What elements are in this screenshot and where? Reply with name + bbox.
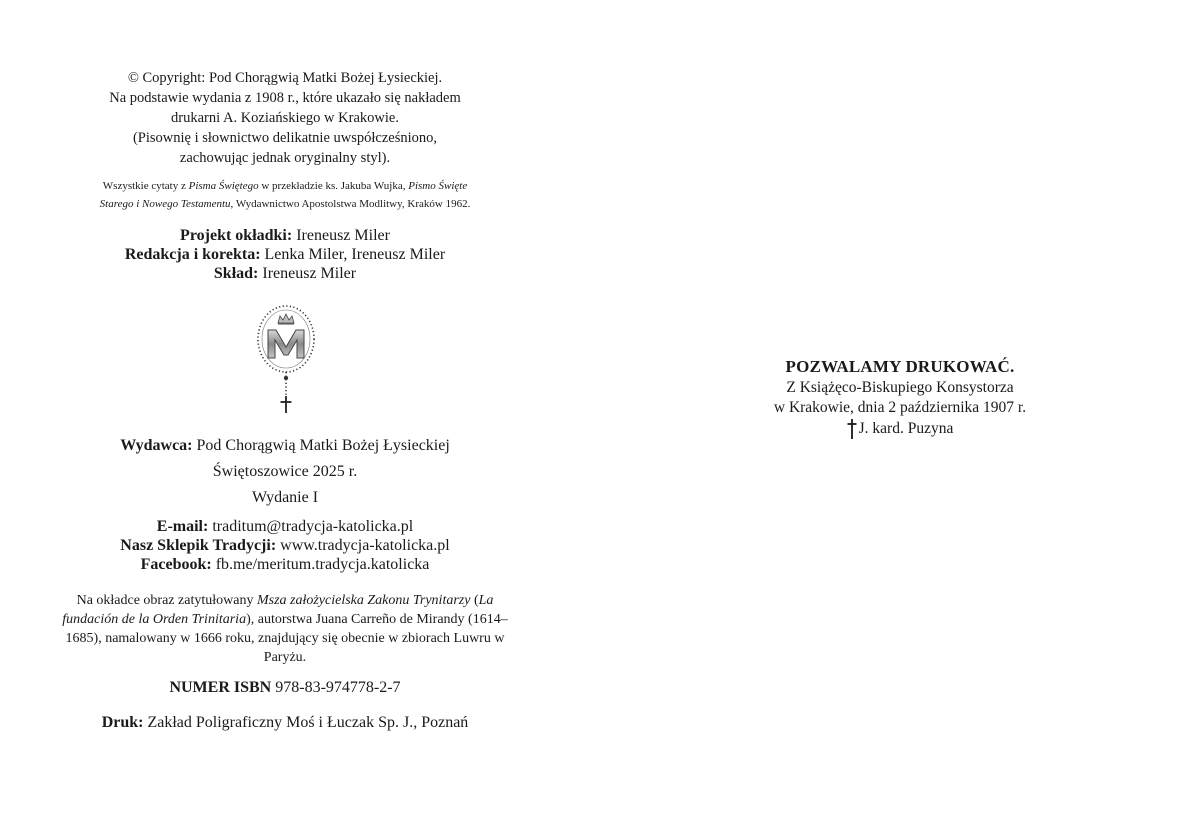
credit-label: Projekt okładki: <box>180 227 293 244</box>
imprimatur-title: POZWALAMY DRUKOWAĆ. <box>785 357 1015 376</box>
imprimatur-page <box>690 0 1110 835</box>
place-year: Świętoszowice 2025 r. <box>212 463 358 480</box>
facebook-value: fb.me/meritum.tradycja.katolicka <box>211 556 430 573</box>
printer-block <box>60 713 510 733</box>
copyright-line: drukarni A. Koziańskiego w Krakowie. <box>171 110 399 126</box>
publisher-line <box>60 436 510 456</box>
cover-note-text <box>60 591 510 667</box>
copyright-line: zachowując jednak oryginalny styl). <box>179 150 391 166</box>
quotes-suffix: , Wydawnictwo Apostolstwa Modlitwy, Kraków 1962. <box>230 198 471 210</box>
contacts-block <box>60 517 510 574</box>
publisher-value: Pod Chorągwią Matki Bożej Łysieckiej <box>192 437 450 454</box>
copyright-block <box>60 68 510 168</box>
printer-label: Druk: <box>101 714 144 731</box>
cross-icon <box>847 418 857 440</box>
isbn-block <box>60 678 510 698</box>
contact-label: E-mail: <box>156 518 209 535</box>
edition-number: Wydanie I <box>251 489 319 506</box>
bible-quotes-line-2 <box>60 195 510 213</box>
cover-note-part: ( <box>470 593 479 608</box>
imprimatur-line: w Krakowie, dnia 2 października 1907 r. <box>773 399 1027 416</box>
credit-value: Lenka Miler, Ireneusz Miler <box>260 246 446 263</box>
quotes-edition-title-2: Starego i Nowego Testamentu <box>99 198 231 210</box>
copyright-line: (Pisownię i słownictwo delikatnie uwspółcześniono, <box>132 130 438 146</box>
quotes-prefix: Wszystkie cytaty z <box>102 180 189 192</box>
copyright-line: Na podstawie wydania z 1908 r., które ukazało się nakładem <box>109 90 461 106</box>
contact-label: Nasz Sklepik Tradycji: <box>120 537 277 554</box>
cover-note-part: Na okładce obraz zatytułowany <box>76 593 257 608</box>
credit-line <box>60 226 510 245</box>
contact-label: Facebook: <box>140 556 212 573</box>
contact-line <box>60 517 510 536</box>
printer-line <box>60 713 510 733</box>
bible-quotes-note <box>60 177 510 213</box>
website-value: www.tradycja-katolicka.pl <box>276 537 450 554</box>
contact-line <box>60 555 510 574</box>
isbn-line <box>60 678 510 698</box>
credit-line <box>60 245 510 264</box>
credit-value: Ireneusz Miler <box>292 227 390 244</box>
contact-line <box>60 536 510 555</box>
credit-value: Ireneusz Miler <box>258 265 357 282</box>
credit-line <box>60 264 510 283</box>
email-value: traditum@tradycja-katolicka.pl <box>208 518 414 535</box>
quotes-edition-title-1: Pismo Święte <box>408 180 468 192</box>
credit-label: Redakcja i korekta: <box>124 246 261 263</box>
marian-rosary-monogram-icon <box>254 303 318 415</box>
imprimatur-line: Z Książęco-Biskupiego Konsystorza <box>786 379 1014 396</box>
isbn-label: NUMER ISBN <box>169 679 272 696</box>
credits-block <box>60 226 510 283</box>
imprimatur-block <box>690 356 1110 440</box>
cover-note-part: ), autorstwa Juana Carreño de Mirandy (1614–1685), namalowany w 1666 roku, znajdujący się obecnie w zbiorach Luwru w Paryżu. <box>65 612 508 665</box>
quotes-middle: w przekładzie ks. Jakuba Wujka, <box>258 180 409 192</box>
imprimatur-signature <box>690 418 1110 440</box>
publisher-block <box>60 436 510 508</box>
isbn-value: 978-83-974778-2-7 <box>271 679 401 696</box>
painting-title: Msza założycielska Zakonu Trynitarzy <box>256 593 471 608</box>
painting-original-title: La fundación de la Orden Trinitaria <box>62 593 494 627</box>
printer-value: Zakład Poligraficzny Moś i Łuczak Sp. J., Poznań <box>143 714 469 731</box>
copyright-page <box>60 0 510 835</box>
copyright-line: © Copyright: Pod Chorągwią Matki Bożej Łysieckiej. <box>127 70 443 86</box>
credit-label: Skład: <box>213 265 259 282</box>
publisher-label: Wydawca: <box>120 437 193 454</box>
cover-note <box>60 591 510 667</box>
bible-quotes-line-1 <box>60 177 510 195</box>
signatory-name: J. kard. Puzyna <box>858 420 954 437</box>
quotes-source-title: Pisma Świętego <box>188 180 259 192</box>
